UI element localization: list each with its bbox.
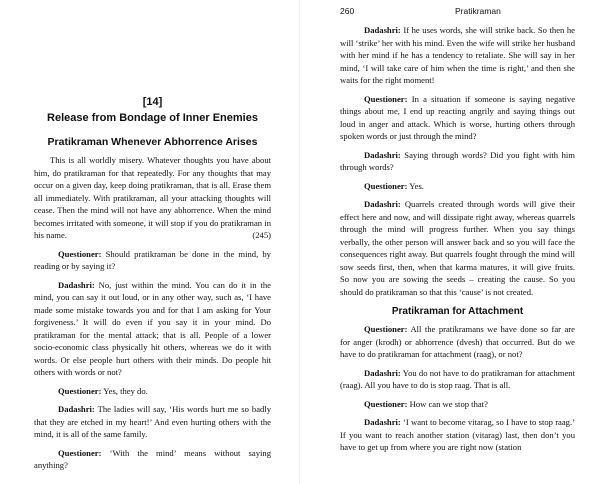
paragraph-text: In a situation if someone is saying negative things about me, I end up reacting angrily and saying things out loud in anger and attack. Which is worse, hurting others through spoken words or just through the mind? bbox=[340, 93, 576, 141]
paragraph bbox=[34, 248, 271, 273]
right-page-body bbox=[300, 24, 599, 454]
page-number: 260 bbox=[340, 6, 355, 16]
paragraph-text: You do not have to do pratikraman for attachment (raag). All you have to do is stop raag. That is all. bbox=[340, 367, 575, 390]
paragraph-text: ‘With the mind’ means without saying anything? bbox=[34, 447, 271, 470]
speaker-label: Dadashri: bbox=[364, 417, 401, 427]
paragraph-text: Yes. bbox=[409, 180, 424, 191]
speaker-label: Dadashri: bbox=[58, 404, 95, 414]
speaker-label: Questioner: bbox=[364, 93, 408, 104]
speaker-label: Questioner: bbox=[364, 324, 408, 334]
left-page-header bbox=[0, 0, 299, 36]
verse-reference: (245) bbox=[252, 230, 271, 240]
paragraph-text: This is all worldly misery. Whatever thoughts you have about him, do pratikraman for that repeatedly. For any thoughts that may occur on a given day, keep doing pratikraman, that is all. Erase them all immediately. With pratikraman, all your attacking thoughts will cease. Then the mind will not have any abhorrence. When the mind becomes irritated with someone, it will stop if you do pratikraman in his name. bbox=[34, 155, 271, 240]
paragraph bbox=[34, 447, 271, 472]
paragraph-text: Yes, they do. bbox=[103, 385, 148, 396]
left-page-body bbox=[0, 36, 299, 472]
speaker-label: Questioner: bbox=[58, 385, 102, 396]
speaker-label: Questioner: bbox=[364, 398, 408, 409]
speaker-label: Dadashri: bbox=[364, 367, 401, 378]
paragraph bbox=[340, 198, 575, 298]
paragraph bbox=[340, 24, 575, 87]
paragraph-text: ‘I want to become vitarag, so I have to stop raag.’ If you want to reach another station (vitarag) last, then don’t you have to get up from where you are right now (station bbox=[340, 417, 575, 452]
chapter-number: [14] bbox=[142, 96, 163, 108]
section-heading-abhorrence: Pratikraman Whenever Abhorrence Arises bbox=[47, 136, 258, 148]
paragraph-text: No, just within the mind. You can do it in the mind, you can say it out loud, or in any other way, such as, ‘I have made some mistake towards you and for that I am asking for Your forgiveness.’ It will do even if you say it in your mind. Do pratikraman for the mental attack; that is all. People of a lower socio-economic class physically hit others, whereas we do it with words. Or else people hurt others with their minds. Do people hit others with words or not? bbox=[34, 279, 271, 377]
speaker-label: Dadashri: bbox=[364, 25, 401, 35]
running-header bbox=[300, 0, 599, 24]
paragraph-text: All the pratikramans we have done so far are for anger (krodh) or abhorrence (dvesh) that occurred. But do we have to do pratikraman for attachment (raag), or not? bbox=[340, 324, 575, 359]
speaker-label: Dadashri: bbox=[58, 279, 95, 290]
paragraph bbox=[34, 154, 271, 242]
paragraph bbox=[340, 367, 575, 392]
section-heading-attachment: Pratikraman for Attachment bbox=[391, 306, 524, 317]
paragraph bbox=[340, 416, 575, 454]
paragraph bbox=[34, 403, 271, 441]
paragraph bbox=[34, 385, 271, 398]
paragraph bbox=[340, 93, 575, 143]
speaker-label: Questioner: bbox=[364, 180, 408, 191]
paragraph-text: If he uses words, she will strike back. So then he will ‘strike’ her with his mind. Even the wife will strike her husband with her mind if he has a tendency to retaliate. She will say in her mind, ‘I will take care of him when the time is right,’ and then she waits for the right moment! bbox=[340, 25, 575, 85]
running-title: Pratikraman bbox=[455, 6, 501, 16]
speaker-label: Dadashri: bbox=[364, 149, 401, 160]
paragraph-text: Should pratikraman be done in the mind, by reading or by saying it? bbox=[34, 248, 271, 271]
left-page bbox=[0, 0, 299, 484]
paragraph bbox=[340, 149, 575, 174]
paragraph-text: Quarrels created through words will give their effect here and now, and will dissipate right away, whereas quarrels through the mind will progress further. When you say things verbally, the other person will answer back and so you will face the consequences right away. But quarrels fought through the mind will sow seeds first, then, when that karma matures, it will give fruits. So now you are sowing the seeds – creating the cause. So you should do pratikraman so that this ‘cause’ is not created. bbox=[340, 199, 575, 297]
paragraph bbox=[340, 180, 575, 193]
paragraph bbox=[34, 279, 271, 379]
paragraph-text: The ladies will say, ‘His words hurt me so badly that they are etched in my heart!’ And even hurting others with the mind, it is all of the same family. bbox=[34, 404, 271, 439]
paragraph-text: Saying through words? Did you fight with him through words? bbox=[340, 149, 575, 172]
speaker-label: Questioner: bbox=[58, 248, 102, 259]
speaker-label: Questioner: bbox=[58, 447, 102, 458]
paragraph bbox=[340, 398, 575, 411]
paragraph bbox=[340, 323, 575, 361]
paragraph-text: How can we stop that? bbox=[409, 398, 488, 409]
right-page bbox=[300, 0, 599, 484]
chapter-title: Release from Bondage of Inner Enemies bbox=[47, 112, 258, 124]
speaker-label: Dadashri: bbox=[364, 199, 401, 209]
